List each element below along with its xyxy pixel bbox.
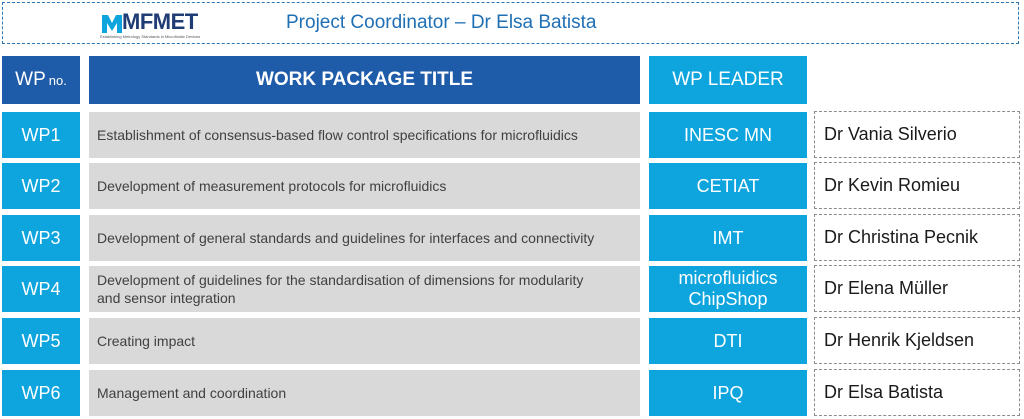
wp-title-cell: Development of guidelines for the standardisation of dimensions for modularity and sensor integration: [89, 266, 640, 312]
header-wp-no-suffix: no.: [48, 72, 67, 88]
mfmet-logo: [100, 9, 201, 39]
header-wp-no-label: WP: [15, 69, 46, 90]
wp-title-cell: Creating impact: [89, 318, 640, 364]
header-wp-no: [2, 56, 80, 104]
page-title: Project Coordinator – Dr Elsa Batista: [286, 12, 597, 33]
wp-number-cell: WP5: [2, 318, 80, 364]
wp-leader-cell: IMT: [649, 215, 807, 261]
wp-person-cell: Dr Elsa Batista: [814, 369, 1020, 416]
wp-leader-cell: INESC MN: [649, 112, 807, 158]
wp-person-cell: Dr Vania Silverio: [814, 111, 1020, 158]
wp-person-cell: Dr Kevin Romieu: [814, 162, 1020, 209]
wp-number-cell: WP3: [2, 215, 80, 261]
header-work-package-title: WORK PACKAGE TITLE: [89, 56, 640, 104]
wp-number-cell: WP4: [2, 266, 80, 312]
wp-leader-cell: CETIAT: [649, 163, 807, 209]
wp-person-cell: Dr Henrik Kjeldsen: [814, 317, 1020, 364]
wp-number-cell: WP1: [2, 112, 80, 158]
wp-leader-cell: microfluidics ChipShop: [649, 266, 807, 312]
logo-mark-icon: [100, 11, 124, 35]
wp-number-cell: WP2: [2, 163, 80, 209]
wp-title-cell: Management and coordination: [89, 370, 640, 416]
logo-subtitle: Establishing Metrology Standards in Microfluidic Devices: [100, 34, 201, 39]
wp-leader-cell: IPQ: [649, 370, 807, 416]
logo-text: MFMET: [122, 9, 198, 34]
header-wp-leader: WP LEADER: [649, 56, 807, 104]
wp-number-cell: WP6: [2, 370, 80, 416]
wp-title-cell: Development of general standards and guidelines for interfaces and connectivity: [89, 215, 640, 261]
wp-leader-cell: DTI: [649, 318, 807, 364]
wp-person-cell: Dr Elena Müller: [814, 265, 1020, 312]
wp-title-cell: Development of measurement protocols for microfluidics: [89, 163, 640, 209]
wp-person-cell: Dr Christina Pecnik: [814, 214, 1020, 261]
wp-title-cell: Establishment of consensus-based flow control specifications for microfluidics: [89, 112, 640, 158]
